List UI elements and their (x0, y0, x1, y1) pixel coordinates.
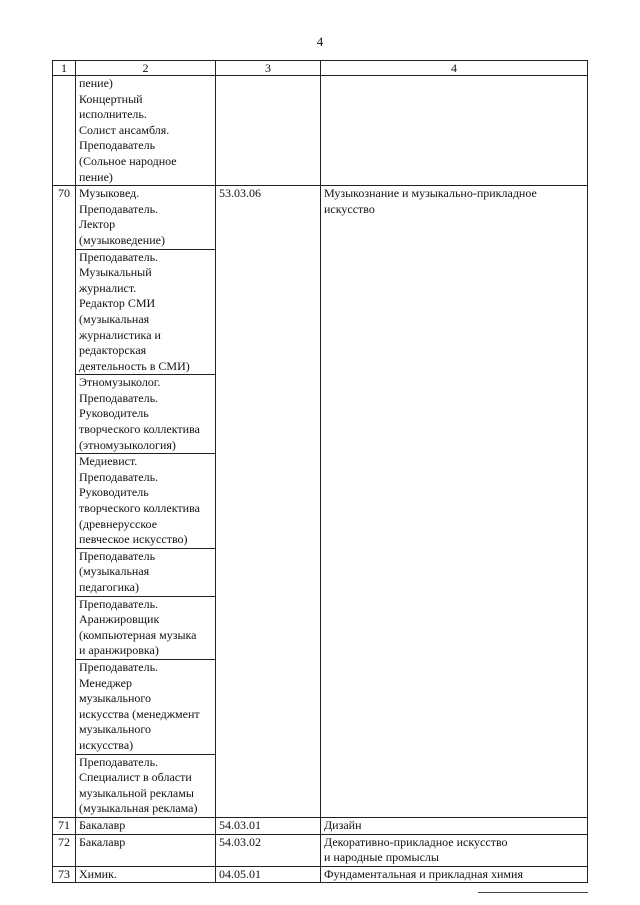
qualification-cell: Музыковед. Преподаватель. Лектор (музыковедение) (76, 186, 216, 249)
qualification-cell: Преподаватель (музыкальная педагогика) (76, 548, 216, 596)
specialty-name-cell: Декоративно-прикладное искусство и народные промыслы (321, 834, 588, 866)
qualification-cell: Химик. (76, 866, 216, 883)
row-number-cell: 70 (53, 186, 76, 818)
column-header: 3 (216, 61, 321, 76)
page-number: 4 (316, 34, 324, 49)
code-cell: 04.05.01 (216, 866, 321, 883)
row-number-cell (53, 76, 76, 186)
specialties-table (52, 60, 588, 883)
row-number-cell: 73 (53, 866, 76, 883)
footer-rule (478, 892, 588, 893)
row-number-cell: 71 (53, 817, 76, 834)
table-row (53, 834, 588, 866)
specialty-name-cell: Музыкознание и музыкально-прикладное искусство (321, 186, 588, 818)
specialty-name-cell: Дизайн (321, 817, 588, 834)
qualification-cell: Бакалавр (76, 834, 216, 866)
column-header: 1 (53, 61, 76, 76)
table-row (53, 866, 588, 883)
table-row (53, 186, 588, 249)
code-cell (216, 76, 321, 186)
qualification-cell: Этномузыколог. Преподаватель. Руководитель творческого коллектива (этномузыкология) (76, 375, 216, 454)
qualification-cell: пение) Концертный исполнитель. Солист ансамбля. Преподаватель (Сольное народное пение) (76, 76, 216, 186)
row-number-cell: 72 (53, 834, 76, 866)
column-header: 4 (321, 61, 588, 76)
code-cell: 53.03.06 (216, 186, 321, 818)
table-row (53, 76, 588, 186)
qualification-cell: Преподаватель. Специалист в области музыкальной рекламы (музыкальная реклама) (76, 754, 216, 817)
qualification-cell: Преподаватель. Аранжировщик (компьютерная музыка и аранжировка) (76, 596, 216, 659)
code-cell: 54.03.02 (216, 834, 321, 866)
table-row (53, 817, 588, 834)
qualification-cell: Преподаватель. Менеджер музыкального искусства (менеджмент музыкального искусства) (76, 659, 216, 754)
specialty-name-cell: Фундаментальная и прикладная химия (321, 866, 588, 883)
qualification-cell: Бакалавр (76, 817, 216, 834)
qualification-cell: Преподаватель. Музыкальный журналист. Редактор СМИ (музыкальная журналистика и редакторская деятельность в СМИ) (76, 249, 216, 375)
table-header-row (53, 61, 588, 76)
column-header: 2 (76, 61, 216, 76)
qualification-cell: Медиевист. Преподаватель. Руководитель творческого коллектива (древнерусское певческое искусство) (76, 454, 216, 549)
code-cell: 54.03.01 (216, 817, 321, 834)
specialty-name-cell (321, 76, 588, 186)
